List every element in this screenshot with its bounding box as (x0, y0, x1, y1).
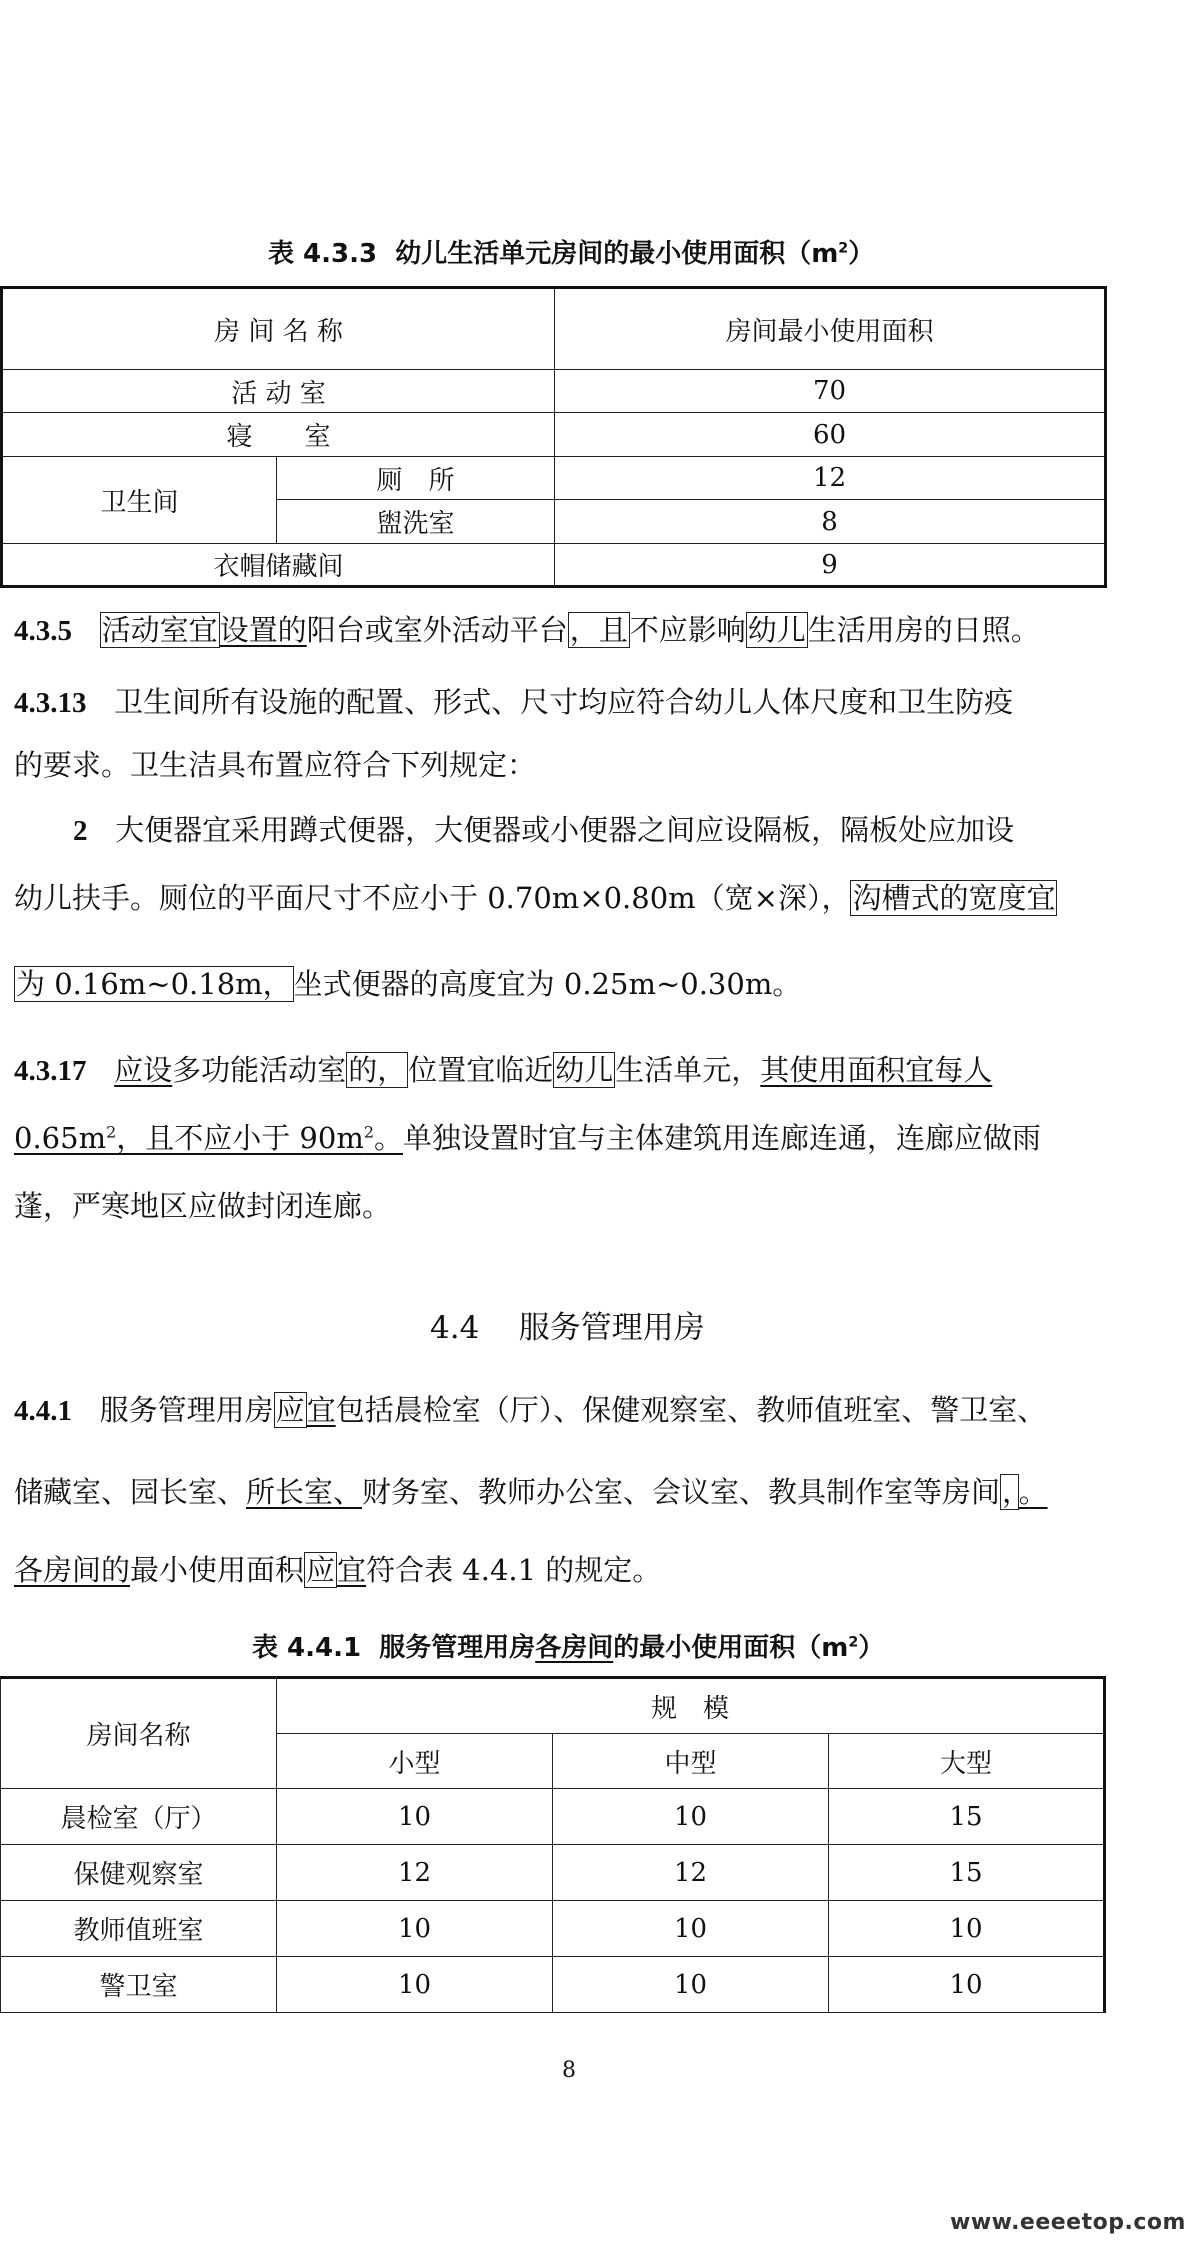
table1-cell-value: 70 (555, 370, 1106, 413)
clause-text: 的要求。卫生洁具布置应符合下列规定： (14, 748, 537, 782)
table1-cell-name: 活 动 室 (2, 370, 555, 413)
table1-cell-name: 衣帽储藏间 (2, 544, 555, 587)
clause-number: 4.3.13 (14, 687, 87, 719)
clause-4-3-13-line2 (14, 745, 536, 785)
revision-underline: 宜 (306, 1393, 336, 1427)
table2-cell-value: 12 (277, 1845, 553, 1901)
table1-caption (268, 233, 874, 270)
clause-text: 阳台或室外活动平台 (306, 613, 568, 647)
clause-4-4-1-line2 (14, 1472, 1048, 1512)
revision-box: ，且 (569, 613, 628, 647)
clause-4-3-17-line2 (14, 1118, 1041, 1158)
min-area: ，且不应小于 90m (116, 1121, 364, 1155)
table-row (1, 1845, 1105, 1901)
table2-cell-value: 10 (277, 1901, 553, 1957)
clause-4-4-1-line1 (14, 1390, 1046, 1431)
table-row (2, 457, 1106, 500)
table1-cell-name: 盥洗室 (277, 500, 555, 544)
revision-box: 应 (275, 1393, 305, 1427)
table2-cell-name: 教师值班室 (1, 1901, 277, 1957)
table2-cell-value: 10 (829, 1957, 1105, 2013)
revision-underline (14, 1121, 403, 1155)
table-row (2, 370, 1106, 413)
revision-underline: 各房间的 (14, 1553, 131, 1587)
table2-cell-value: 15 (829, 1845, 1105, 1901)
table1 (0, 286, 1107, 588)
clause-text: 大便器宜采用蹲式便器，大便器或小便器之间应设隔板，隔板处应加设 (115, 813, 1015, 847)
section-heading (430, 1302, 705, 1347)
item-2-line2 (14, 878, 1057, 918)
revision-underline: 所长室、 (246, 1475, 363, 1509)
revision-underline: 其使用面积宜每人 (760, 1053, 993, 1087)
revision-underline: 应设 (114, 1053, 173, 1087)
table1-caption-title: 幼儿生活单元房间的最小使用面积（m (395, 239, 839, 269)
clause-text: 不应影响 (629, 613, 746, 647)
revision-box: 幼儿 (747, 613, 806, 647)
table-row (1, 1789, 1105, 1845)
table2-header-row1 (1, 1678, 1105, 1734)
table-row (1, 1901, 1105, 1957)
area-per-person: 0.65m (14, 1121, 107, 1155)
clause-text: 服务管理用房 (99, 1393, 274, 1427)
table2-cell-value: 15 (829, 1789, 1105, 1845)
clause-text: 幼儿扶手。厕位的平面尺寸不应小于 0.70m×0.80m（宽×深）， (14, 881, 851, 915)
item-2-line3 (14, 964, 801, 1004)
revision-box: 应 (306, 1553, 336, 1587)
clause-4-3-5 (14, 610, 1040, 651)
clause-4-4-1-line3 (14, 1550, 661, 1590)
item-2-line1 (73, 810, 1014, 851)
table1-header-row (2, 288, 1106, 370)
clause-text: 生活用房的日照。 (807, 613, 1040, 647)
table1-cell-name: 厕 所 (277, 457, 555, 500)
revision-underline: 设置的 (219, 613, 307, 647)
page-number: 8 (562, 2058, 576, 2083)
table2 (0, 1676, 1106, 2013)
revision-box: 为 0.16m~0.18m， (16, 967, 292, 1001)
table2-caption-text: 的最小使用面积（m (613, 1633, 849, 1663)
superscript: 2 (106, 1122, 117, 1142)
watermark: www.eeeetop.com (950, 2210, 1186, 2235)
superscript: 2 (363, 1122, 374, 1142)
revision-underline: 。 (1018, 1475, 1048, 1509)
table1-cell-group: 卫生间 (2, 457, 277, 544)
table1-header-area: 房间最小使用面积 (555, 288, 1106, 370)
clause-text: 多功能活动室 (172, 1053, 347, 1087)
table2-caption-text: 服务管理用房 (379, 1633, 536, 1663)
clause-text: 财务室、教师办公室、会议室、教具制作室等房间 (362, 1475, 1001, 1509)
table2-cell-value: 10 (277, 1789, 553, 1845)
clause-text: 卫生间所有设施的配置、形式、尺寸均应符合幼儿人体尺度和卫生防疫 (114, 685, 1014, 719)
clause-text: 储藏室、园长室、 (14, 1475, 247, 1509)
table2-cell-value: 10 (277, 1957, 553, 2013)
table1-cell-name: 寝 室 (2, 413, 555, 457)
table2-cell-value: 12 (553, 1845, 829, 1901)
revision-box: ， (1002, 1475, 1017, 1509)
clause-number: 4.4.1 (14, 1395, 72, 1427)
clause-4-3-17-line3 (14, 1186, 391, 1226)
table2-caption-underline: 各房间 (535, 1633, 614, 1663)
table-row (2, 544, 1106, 587)
table2-cell-name: 晨检室（厅） (1, 1789, 277, 1845)
table1-cell-value: 9 (555, 544, 1106, 587)
table2-cell-value: 10 (553, 1789, 829, 1845)
table2-caption-sup: 2 (848, 1634, 859, 1651)
table2-cell-value: 10 (553, 1957, 829, 2013)
revision-underline: 宜 (337, 1553, 367, 1587)
clause-text: 符合表 4.4.1 的规定。 (366, 1553, 662, 1587)
section-number: 4.4 (430, 1310, 480, 1346)
item-number: 2 (73, 815, 88, 847)
revision-box: 沟槽式的宽度宜 (852, 881, 1056, 915)
period: 。 (373, 1121, 403, 1155)
clause-text: 单独设置时宜与主体建筑用连廊连通，连廊应做雨 (403, 1121, 1042, 1155)
table2-caption-close: ） (858, 1633, 885, 1663)
clause-number: 4.3.17 (14, 1055, 87, 1087)
clause-number: 4.3.5 (14, 615, 72, 647)
table1-caption-sup: 2 (838, 240, 849, 257)
table2-cell-name: 保健观察室 (1, 1845, 277, 1901)
table2-caption-label: 表 4.4.1 (252, 1633, 362, 1663)
table1-cell-value: 60 (555, 413, 1106, 457)
table1-caption-close: ） (848, 239, 875, 269)
clause-4-3-13-line1 (14, 682, 1013, 723)
clause-text: 坐式便器的高度宜为 0.25m~0.30m。 (293, 967, 802, 1001)
clause-text: 位置宜临近 (408, 1053, 554, 1087)
section-title: 服务管理用房 (518, 1310, 705, 1346)
table2-header-name: 房间名称 (1, 1678, 277, 1789)
clause-text: 最小使用面积 (130, 1553, 305, 1587)
clause-text: 包括晨检室（厅）、保健观察室、教师值班室、警卫室、 (335, 1393, 1047, 1427)
table-row (2, 413, 1106, 457)
table1-cell-value: 12 (555, 457, 1106, 500)
table1-caption-label: 表 4.3.3 (268, 239, 378, 269)
table1-cell-value: 8 (555, 500, 1106, 544)
clause-4-3-17-line1 (14, 1050, 992, 1091)
table2-cell-value: 10 (829, 1901, 1105, 1957)
revision-box: 活动室宜 (101, 613, 218, 647)
table2-header-large: 大型 (829, 1734, 1105, 1789)
table2-cell-name: 警卫室 (1, 1957, 277, 2013)
table2-header-small: 小型 (277, 1734, 553, 1789)
clause-text: 生活单元， (615, 1053, 761, 1087)
table1-header-name: 房 间 名 称 (2, 288, 555, 370)
table2-caption (252, 1627, 884, 1664)
revision-box: 幼儿 (555, 1053, 614, 1087)
table2-header-medium: 中型 (553, 1734, 829, 1789)
table2-header-scale: 规 模 (277, 1678, 1105, 1734)
table-row (1, 1957, 1105, 2013)
table2-cell-value: 10 (553, 1901, 829, 1957)
clause-text: 蓬，严寒地区应做封闭连廊。 (14, 1189, 392, 1223)
revision-box: 的， (348, 1053, 407, 1087)
